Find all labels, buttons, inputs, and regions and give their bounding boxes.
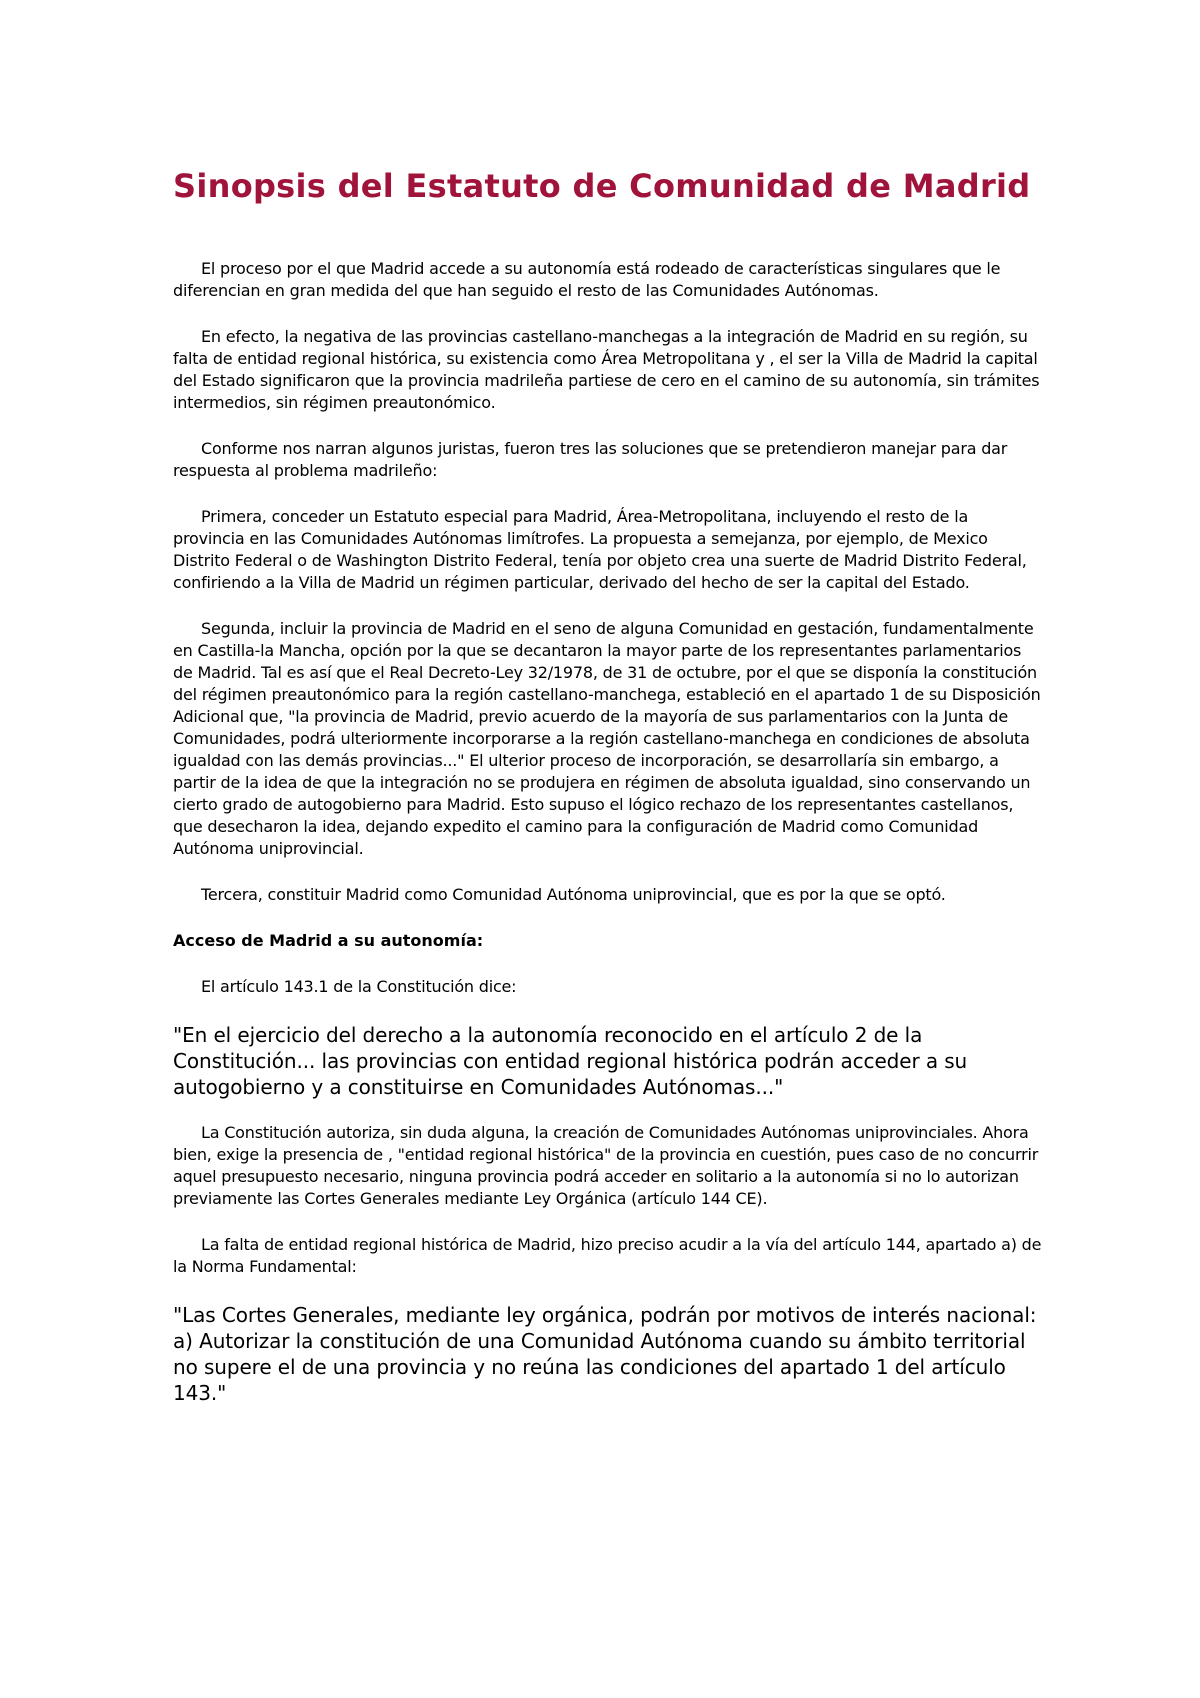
context-paragraph: En efecto, la negativa de las provincias castellano-manchegas a la integración de Madrid en su región, su falta de entidad regional histórica, su existencia como Área Metropolitana y , el ser la Villa de Madrid la capital del Estado significaron que la provincia madrileña partiese de cero en el camino de su autonomía, sin trámites intermedios, sin régimen preautonómico. bbox=[173, 327, 1040, 412]
article-intro-paragraph: El artículo 143.1 de la Constitución dice: bbox=[201, 977, 517, 996]
document-page bbox=[173, 150, 1043, 1406]
solutions-intro-paragraph: Conforme nos narran algunos juristas, fueron tres las soluciones que se pretendieron manejar para dar respuesta al problema madrileño: bbox=[173, 439, 1008, 480]
article-144-intro-paragraph: La falta de entidad regional histórica de Madrid, hizo preciso acudir a la vía del artículo 144, apartado a) de la Norma Fundamental: bbox=[173, 1235, 1042, 1276]
section-heading: Acceso de Madrid a su autonomía: bbox=[173, 931, 484, 950]
first-solution-paragraph: Primera, conceder un Estatuto especial para Madrid, Área-Metropolitana, incluyendo el resto de la provincia en las Comunidades Autónomas limítrofes. La propuesta a semejanza, por ejemplo, de Mexico Distrito Federal o de Washington Distrito Federal, tenía por objeto crea una suerte de Madrid Distrito Federal, confiriendo a la Villa de Madrid un régimen particular, derivado del hecho de ser la capital del Estado. bbox=[173, 507, 1027, 592]
page-title: Sinopsis del Estatuto de Comunidad de Madrid bbox=[173, 167, 1031, 205]
quote-article-143: "En el ejercicio del derecho a la autonomía reconocido en el artículo 2 de la Constitución... las provincias con entidad regional histórica podrán acceder a su autogobierno y a constituirse en Comunidades Autónomas..." bbox=[173, 1023, 968, 1099]
quote-article-144: "Las Cortes Generales, mediante ley orgánica, podrán por motivos de interés nacional: a) Autorizar la constitución de una Comunidad Autónoma cuando su ámbito territorial no supere el de una provincia y no reúna las condiciones del apartado 1 del artículo 143." bbox=[173, 1303, 1037, 1405]
second-solution-paragraph: Segunda, incluir la provincia de Madrid en el seno de alguna Comunidad en gestación, fundamentalmente en Castilla-la Mancha, opción por la que se decantaron la mayor parte de los representantes parlamentarios de Madrid. Tal es así que el Real Decreto-Ley 32/1978, de 31 de octubre, por el que se disponía la constitución del régimen preautonómico para la región castellano-manchega, estableció en el apartado 1 de su Disposición Adicional que, "la provincia de Madrid, previo acuerdo de la mayoría de sus parlamentarios con la Junta de Comunidades, podrá ulteriormente incorporarse a la región castellano-manchega en condiciones de absoluta igualdad con las demás provincias..." El ulterior proceso de incorporación, se desarrollaría sin embargo, a partir de la idea de que la integración no se produjera en régimen de absoluta igualdad, sino conservando un cierto grado de autogobierno para Madrid. Esto supuso el lógico rechazo de los representantes castellanos, que desecharon la idea, dejando expedito el camino para la configuración de Madrid como Comunidad Autónoma uniprovincial. bbox=[173, 619, 1041, 858]
third-solution-paragraph: Tercera, constituir Madrid como Comunidad Autónoma uniprovincial, que es por la que se optó. bbox=[201, 885, 946, 904]
intro-paragraph: El proceso por el que Madrid accede a su autonomía está rodeado de características singulares que le diferencian en gran medida del que han seguido el resto de las Comunidades Autónomas. bbox=[173, 259, 1001, 300]
constitution-paragraph: La Constitución autoriza, sin duda alguna, la creación de Comunidades Autónomas uniprovinciales. Ahora bien, exige la presencia de , "entidad regional histórica" de la provincia en cuestión, pues caso de no concurrir aquel presupuesto necesario, ninguna provincia podrá acceder en solitario a la autonomía si no lo autorizan previamente las Cortes Generales mediante Ley Orgánica (artículo 144 CE). bbox=[173, 1123, 1039, 1208]
